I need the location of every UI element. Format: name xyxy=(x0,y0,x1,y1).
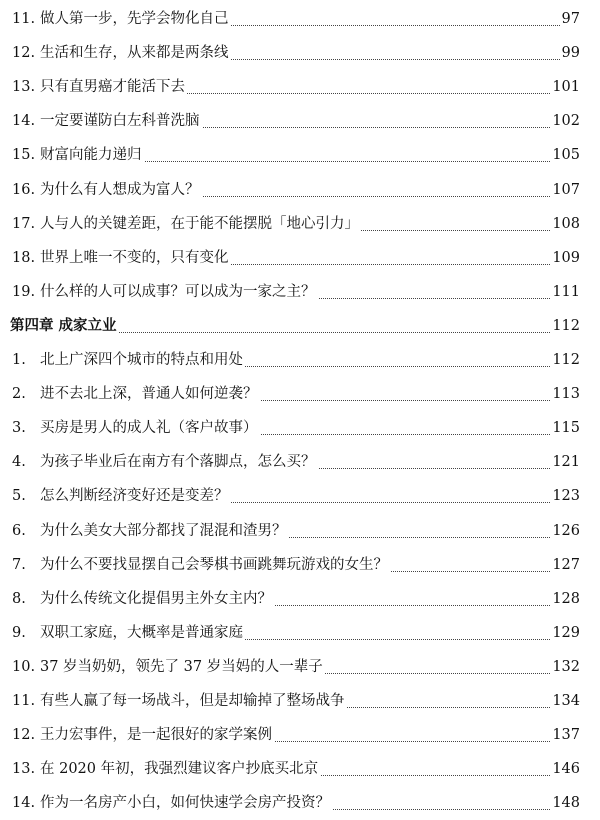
toc-entry[interactable] xyxy=(0,548,600,582)
toc-entry[interactable] xyxy=(0,616,600,650)
toc-entry-number: 17. xyxy=(12,215,36,232)
toc-entry-number: 13. xyxy=(12,761,36,778)
toc-entry-number: 11. xyxy=(12,693,36,709)
toc-entry-number: 6. xyxy=(12,522,26,539)
toc-entry-title: 在 2020 年初，我强烈建议客户抄底买北京 xyxy=(40,752,320,786)
toc-entry-number: 12. xyxy=(12,45,36,62)
toc-entry-number: 3. xyxy=(12,420,26,437)
toc-page-number: 121 xyxy=(550,445,580,479)
toc-page-number: 137 xyxy=(550,718,580,752)
toc-entry[interactable] xyxy=(0,377,600,411)
toc-entry[interactable] xyxy=(0,36,600,70)
toc-entry-number: 14. xyxy=(12,795,36,812)
toc-entry-title: 财富向能力递归 xyxy=(40,138,144,172)
toc-entry-title: 一定要谨防白左科普洗脑 xyxy=(40,104,202,138)
toc-entry[interactable] xyxy=(0,479,600,513)
toc-entry-title: 买房是男人的成人礼（客户故事） xyxy=(40,411,260,445)
toc-entry[interactable] xyxy=(0,173,600,207)
toc-entry-title: 有些人赢了每一场战斗，但是却输掉了整场战争 xyxy=(40,684,347,718)
toc-entry-title: 人与人的关键差距，在于能不能摆脱「地心引力」 xyxy=(40,207,361,241)
toc-entry[interactable] xyxy=(0,445,600,479)
toc-page-number: 105 xyxy=(550,138,580,172)
toc-entry-title: 进不去北上深，普通人如何逆袭？ xyxy=(40,377,260,411)
toc-entry[interactable] xyxy=(0,514,600,548)
toc-entry-number: 11. xyxy=(12,11,36,27)
toc-entry[interactable] xyxy=(0,411,600,445)
toc-page-number: 113 xyxy=(550,377,580,411)
toc-entry[interactable] xyxy=(0,138,600,172)
toc-entry-number: 14. xyxy=(12,113,36,130)
toc-entry-number: 4. xyxy=(12,454,26,471)
toc-page-number: 132 xyxy=(550,650,580,684)
toc-entry-number: 12. xyxy=(12,727,36,744)
toc-entry-number: 10. xyxy=(12,658,36,675)
toc-entry-number: 8. xyxy=(12,590,26,607)
toc-entry-number: 9. xyxy=(12,624,26,641)
toc-entry-title: 37 岁当奶奶，领先了 37 岁当妈的人一辈子 xyxy=(40,650,325,684)
toc-entry-title: 为什么传统文化提倡男主外女主内？ xyxy=(40,582,274,616)
toc-page-number: 146 xyxy=(550,752,580,786)
toc-entry-title: 双职工家庭，大概率是普通家庭 xyxy=(40,616,245,650)
toc-page-number: 115 xyxy=(550,411,580,445)
toc-entry-number: 18. xyxy=(12,249,36,266)
toc-page-number: 97 xyxy=(560,2,580,36)
toc-page-number: 126 xyxy=(550,514,580,548)
toc-page-number: 127 xyxy=(550,548,580,582)
toc-entry[interactable] xyxy=(0,582,600,616)
toc-page-number: 123 xyxy=(550,479,580,513)
toc-entry[interactable] xyxy=(0,343,600,377)
toc-entry-title: 做人第一步，先学会物化自己 xyxy=(40,2,231,36)
toc-page-number: 148 xyxy=(550,786,580,820)
toc-page-number: 109 xyxy=(550,241,580,275)
toc-entry-title: 北上广深四个城市的特点和用处 xyxy=(40,343,245,377)
toc-entry-title: 怎么判断经济变好还是变差？ xyxy=(40,479,231,513)
toc-entry[interactable] xyxy=(0,207,600,241)
toc-entry-title: 为什么不要找显摆自己会琴棋书画跳舞玩游戏的女生？ xyxy=(40,548,390,582)
toc-page-number: 102 xyxy=(550,104,580,138)
toc-page-number: 111 xyxy=(550,275,580,309)
toc-entry[interactable] xyxy=(0,241,600,275)
toc-entry-title: 世界上唯一不变的，只有变化 xyxy=(40,241,231,275)
toc-entry-title: 作为一名房产小白，如何快速学会房产投资？ xyxy=(40,786,332,820)
toc-entry[interactable] xyxy=(0,104,600,138)
toc-entry[interactable] xyxy=(0,70,600,104)
toc-entry-number: 13. xyxy=(12,79,36,96)
toc-entry-title: 生活和生存，从来都是两条线 xyxy=(40,36,231,70)
toc-page-number: 99 xyxy=(560,36,580,70)
toc-entry-title: 什么样的人可以成事？可以成为一家之主？ xyxy=(40,275,318,309)
toc-entry-number: 5. xyxy=(12,488,26,505)
toc-page-number: 108 xyxy=(550,207,580,241)
toc-entry[interactable] xyxy=(0,684,600,718)
toc-entry-title: 为什么有人想成为富人？ xyxy=(40,173,202,207)
toc-chapter-heading[interactable] xyxy=(0,309,600,343)
toc-page-number: 107 xyxy=(550,173,580,207)
toc-page-number: 112 xyxy=(550,343,580,377)
toc-entry-number: 19. xyxy=(12,283,36,300)
toc-entry[interactable] xyxy=(0,786,600,820)
toc-entry-title: 为什么美女大部分都找了混混和渣男？ xyxy=(40,514,289,548)
toc-entry-title: 王力宏事件，是一起很好的家学案例 xyxy=(40,718,274,752)
toc-page-number: 129 xyxy=(550,616,580,650)
toc-page-number: 101 xyxy=(550,70,580,104)
toc-page-number: 112 xyxy=(550,309,580,343)
toc-entry[interactable] xyxy=(0,650,600,684)
chapter-title: 第四章 成家立业 xyxy=(10,309,119,343)
toc-entry-number: 16. xyxy=(12,181,36,198)
toc-entry[interactable] xyxy=(0,718,600,752)
toc-entry-number: 2. xyxy=(12,386,26,403)
toc-page-number: 128 xyxy=(550,582,580,616)
toc-entry[interactable] xyxy=(0,2,600,36)
toc-entry-title: 为孩子毕业后在南方有个落脚点，怎么买？ xyxy=(40,445,318,479)
toc-page-number: 134 xyxy=(550,684,580,718)
toc-entry-number: 1. xyxy=(12,352,26,368)
toc-entry-title: 只有直男癌才能活下去 xyxy=(40,70,187,104)
toc-entry-number: 7. xyxy=(12,556,26,573)
toc-entry-number: 15. xyxy=(12,147,36,164)
toc-entry[interactable] xyxy=(0,275,600,309)
toc-entry[interactable] xyxy=(0,752,600,786)
